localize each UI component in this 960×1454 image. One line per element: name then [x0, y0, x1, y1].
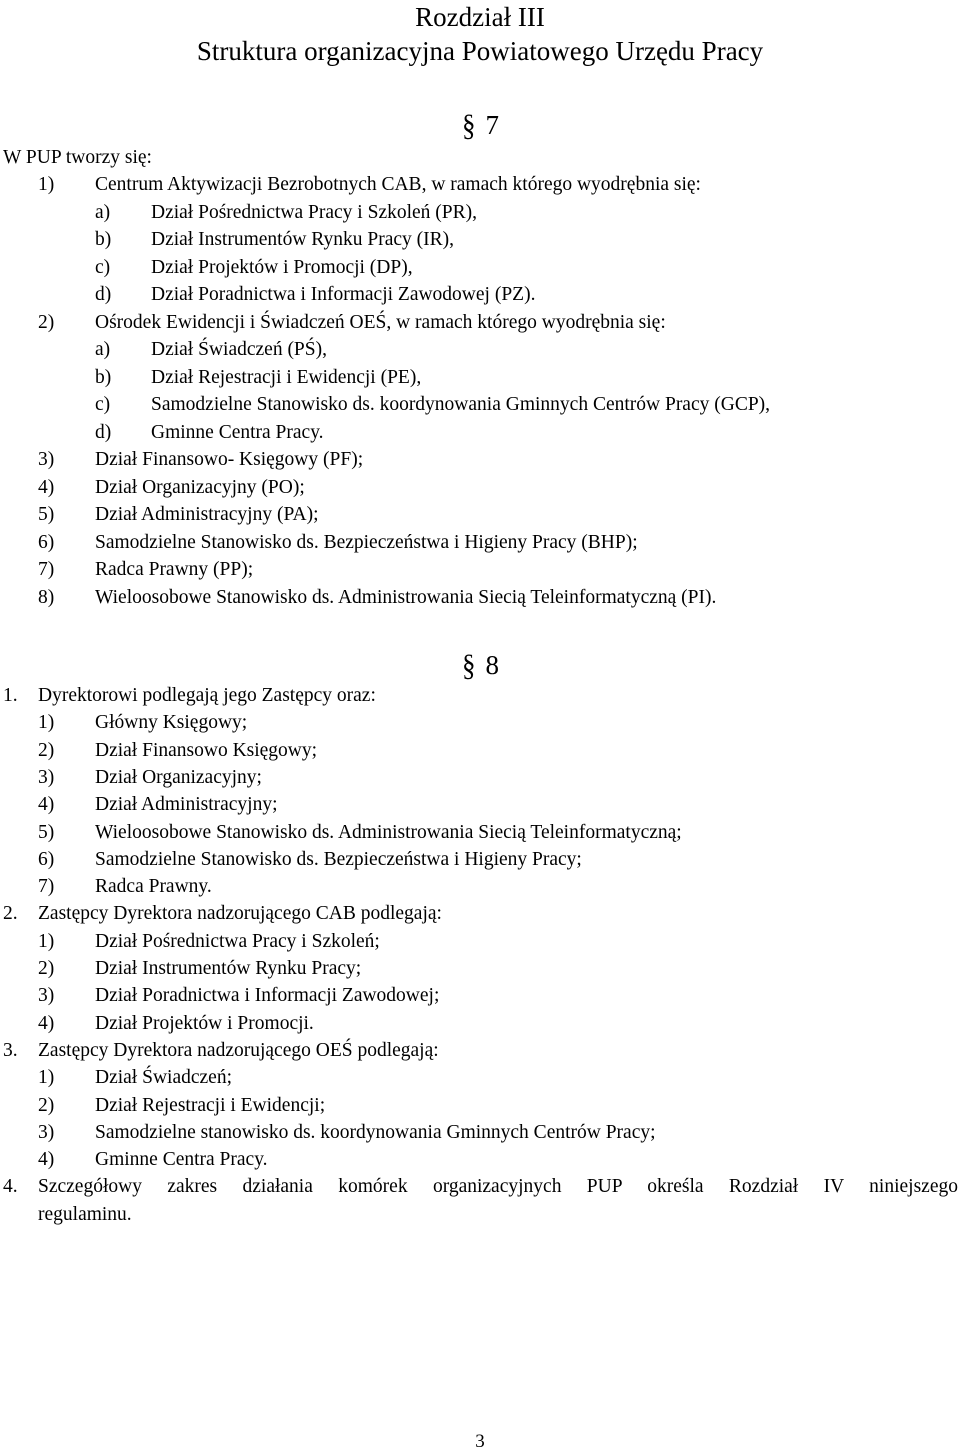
section-7-item-text: Dział Instrumentów Rynku Pracy (IR),	[151, 229, 455, 250]
section-8-item-number: 3.	[3, 1039, 18, 1061]
section-8-item-number: 2)	[38, 739, 55, 761]
section-7-item-text: Dział Świadczeń (PŚ),	[151, 339, 327, 360]
section-7-item-text: Dział Rejestracji i Ewidencji (PE),	[151, 366, 422, 388]
section-7-item-text: Ośrodek Ewidencji i Świadczeń OEŚ, w ramach którego wyodrębnia się:	[95, 311, 666, 333]
section-7-heading	[462, 107, 499, 143]
section-7-item-text: Samodzielne Stanowisko ds. Bezpieczeństwa i Higieny Pracy (BHP);	[95, 531, 638, 553]
section-7-item-number: 1)	[38, 174, 55, 195]
section-8-item-number: 5)	[38, 821, 55, 843]
section-7-item-number: d)	[95, 421, 112, 443]
section-8-item-text: Zastępcy Dyrektora nadzorującego CAB podlegają:	[38, 903, 442, 925]
section-7-item-text: Dział Finansowo- Księgowy (PF);	[95, 449, 364, 470]
section-7-item-number: 6)	[38, 531, 55, 553]
section-7-item-text: Dział Projektów i Promocji (DP),	[151, 256, 413, 278]
section-8-item-text: Dział Finansowo Księgowy;	[95, 739, 318, 761]
section-8-item-number: 3)	[38, 985, 55, 1007]
section-8-item-text: Główny Księgowy;	[95, 712, 248, 734]
section-8-item-text: Dział Administracyjny;	[95, 794, 278, 816]
section-symbol: §	[462, 107, 476, 143]
section-8-item-text: Dział Projektów i Promocji.	[95, 1012, 314, 1034]
section-7-item-number: c)	[95, 256, 111, 278]
section-7-item-number: c)	[95, 394, 111, 415]
section-7-item-text: Centrum Aktywizacji Bezrobotnych CAB, w ramach którego wyodrębnia się:	[95, 174, 701, 195]
section-8-item-number: 6)	[38, 848, 55, 870]
section-8-item-number: 4)	[38, 794, 55, 816]
section-number: 7	[485, 110, 499, 140]
section-8-item-text: regulaminu.	[38, 1203, 132, 1225]
section-symbol: §	[462, 647, 476, 683]
section-7-item-number: a)	[95, 339, 111, 360]
section-8-item-number: 3)	[38, 766, 55, 788]
section-8-item-text: Samodzielne Stanowisko ds. Bezpieczeństwa i Higieny Pracy;	[95, 848, 582, 870]
section-8-item-text: Dział Rejestracji i Ewidencji;	[95, 1094, 326, 1116]
section-7-item-number: 8)	[38, 586, 55, 608]
section-7-intro: W PUP tworzy się:	[3, 147, 152, 168]
section-7-item-number: 5)	[38, 504, 55, 525]
section-8-item-number: 4)	[38, 1012, 55, 1034]
section-8-item-text: Dział Pośrednictwa Pracy i Szkoleń;	[95, 930, 380, 952]
section-7-item-text: Dział Pośrednictwa Pracy i Szkoleń (PR),	[151, 201, 478, 223]
section-8-item-text: Dział Świadczeń;	[95, 1067, 232, 1089]
section-7-item-number: 2)	[38, 311, 55, 333]
section-8-item-number: 1.	[3, 685, 18, 706]
section-8-item-number: 2.	[3, 903, 18, 925]
section-7-item-number: d)	[95, 284, 112, 305]
section-number: 8	[485, 650, 499, 680]
section-8-item-number: 3)	[38, 1121, 55, 1143]
section-7-item-text: Dział Administracyjny (PA);	[95, 504, 319, 525]
section-8-item-number: 1)	[38, 712, 55, 734]
section-7-item-text: Dział Organizacyjny (PO);	[95, 476, 305, 498]
section-7-item-text: Radca Prawny (PP);	[95, 559, 254, 580]
section-7-item-text: Gminne Centra Pracy.	[151, 421, 324, 443]
section-7-item-number: b)	[95, 366, 112, 388]
section-8-item-text: Gminne Centra Pracy.	[95, 1149, 268, 1171]
section-7-item-number: a)	[95, 201, 111, 223]
section-8-item-number: 4)	[38, 1149, 55, 1171]
chapter-title: Struktura organizacyjna Powiatowego Urzędu Pracy	[196, 36, 764, 66]
section-8-item-number: 7)	[38, 876, 55, 898]
section-8-item-text: Wieloosobowe Stanowisko ds. Administrowania Siecią Teleinformatyczną;	[95, 821, 682, 843]
section-8-item-number: 1)	[38, 1067, 55, 1089]
section-8-item-number: 4.	[3, 1176, 18, 1198]
section-7-item-text: Samodzielne Stanowisko ds. koordynowania Gminnych Centrów Pracy (GCP),	[151, 394, 771, 415]
section-8-item-text: Szczegółowy zakres działania komórek organizacyjnych PUP określa Rozdział IV niniejszego	[38, 1176, 958, 1198]
page-number: 3	[475, 1431, 485, 1452]
section-8-item-text: Dyrektorowi podlegają jego Zastępcy oraz:	[38, 685, 376, 706]
section-7-item-number: 3)	[38, 449, 55, 470]
section-8-item-text: Dział Organizacyjny;	[95, 766, 262, 788]
section-7-item-text: Dział Poradnictwa i Informacji Zawodowej (PZ).	[151, 284, 536, 305]
section-8-item-text: Dział Instrumentów Rynku Pracy;	[95, 958, 362, 979]
section-8-heading	[462, 647, 499, 683]
section-8-item-text: Samodzielne stanowisko ds. koordynowania Gminnych Centrów Pracy;	[95, 1121, 656, 1143]
section-7-item-number: 4)	[38, 476, 55, 498]
section-7-item-number: 7)	[38, 559, 55, 580]
section-7-item-text: Wieloosobowe Stanowisko ds. Administrowania Siecią Teleinformatyczną (PI).	[95, 586, 717, 608]
section-7-item-number: b)	[95, 229, 112, 250]
section-8-item-number: 2)	[38, 958, 55, 979]
section-8-item-number: 2)	[38, 1094, 55, 1116]
chapter-heading: Rozdział III	[415, 2, 545, 32]
section-8-item-text: Radca Prawny.	[95, 876, 212, 898]
section-8-item-number: 1)	[38, 930, 55, 952]
section-8-item-text: Zastępcy Dyrektora nadzorującego OEŚ podlegają:	[38, 1039, 439, 1061]
section-8-item-text: Dział Poradnictwa i Informacji Zawodowej;	[95, 985, 440, 1007]
